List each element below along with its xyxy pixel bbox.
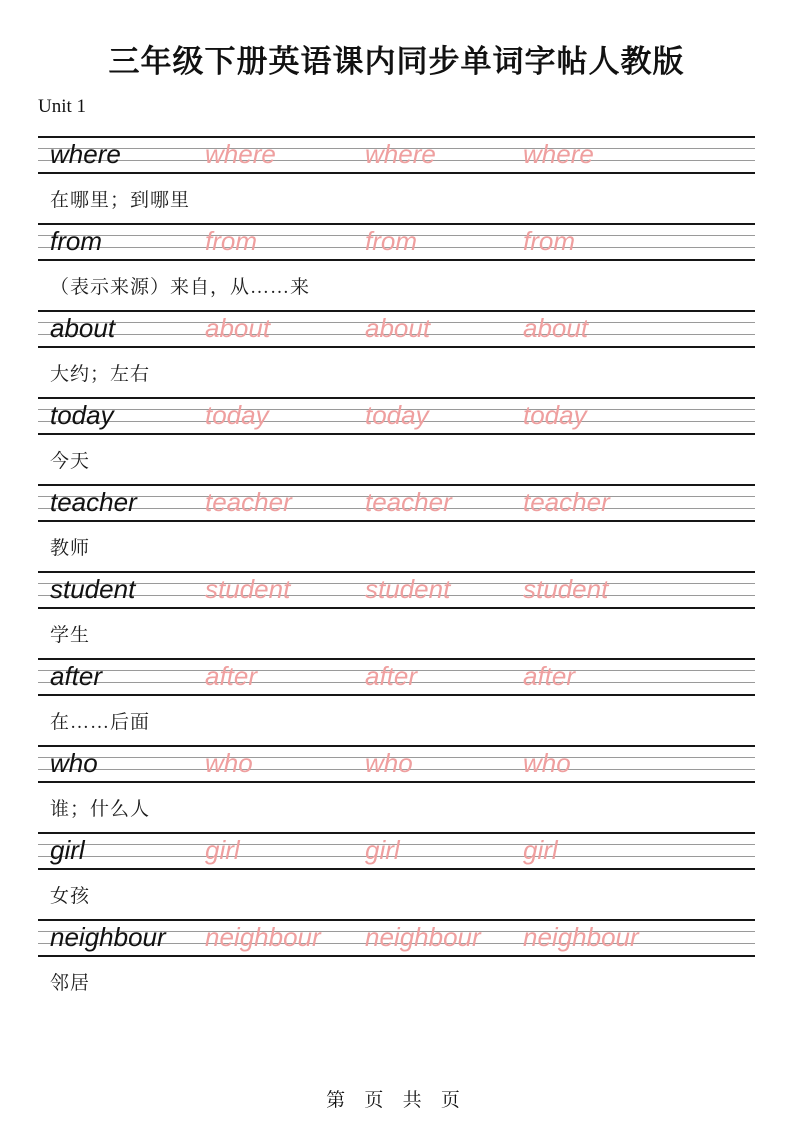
word-entry xyxy=(38,745,755,832)
trace-word: girl xyxy=(523,835,558,865)
word-entry xyxy=(38,832,755,919)
trace-word: student xyxy=(365,574,451,604)
word-meaning: 今天 xyxy=(50,451,91,472)
trace-word: after xyxy=(205,661,258,691)
trace-word: girl xyxy=(365,835,400,865)
trace-word: where xyxy=(523,139,594,169)
trace-word: student xyxy=(523,574,609,604)
writing-stave xyxy=(38,919,755,957)
trace-word: who xyxy=(523,748,571,778)
word-meaning: 教师 xyxy=(50,538,91,559)
page-title: 三年级下册英语课内同步单词字帖人教版 xyxy=(108,44,685,79)
word-entry xyxy=(38,484,755,571)
word-meaning: 邻居 xyxy=(50,973,91,994)
practice-word: girl xyxy=(50,835,85,865)
practice-word: where xyxy=(50,139,121,169)
trace-word: today xyxy=(205,400,269,430)
trace-word: after xyxy=(523,661,576,691)
writing-stave xyxy=(38,223,755,261)
trace-word: student xyxy=(205,574,291,604)
word-entry xyxy=(38,658,755,745)
unit-label: Unit 1 xyxy=(38,96,87,117)
trace-word: where xyxy=(365,139,436,169)
writing-stave xyxy=(38,397,755,435)
practice-word: student xyxy=(50,574,136,604)
trace-word: after xyxy=(365,661,418,691)
word-meaning: 学生 xyxy=(50,625,91,646)
trace-word: today xyxy=(365,400,429,430)
trace-word: neighbour xyxy=(365,922,481,952)
writing-stave xyxy=(38,658,755,696)
practice-word: from xyxy=(50,226,102,256)
trace-word: teacher xyxy=(365,487,452,517)
practice-word: neighbour xyxy=(50,922,166,952)
word-list xyxy=(38,136,755,1006)
trace-word: teacher xyxy=(205,487,292,517)
practice-word: teacher xyxy=(50,487,137,517)
word-entry xyxy=(38,310,755,397)
trace-word: from xyxy=(523,226,575,256)
trace-word: neighbour xyxy=(523,922,639,952)
writing-stave xyxy=(38,484,755,522)
word-entry xyxy=(38,397,755,484)
word-meaning: （表示来源）来自，从……来 xyxy=(50,277,311,298)
page-footer: 第 页 共 页 xyxy=(326,1090,467,1111)
trace-word: from xyxy=(365,226,417,256)
practice-word: today xyxy=(50,400,114,430)
word-entry xyxy=(38,223,755,310)
trace-word: about xyxy=(365,313,431,343)
word-entry xyxy=(38,136,755,223)
trace-word: girl xyxy=(205,835,240,865)
trace-word: neighbour xyxy=(205,922,321,952)
word-meaning: 在……后面 xyxy=(50,712,151,733)
word-meaning: 女孩 xyxy=(50,886,91,907)
writing-stave xyxy=(38,571,755,609)
practice-word: about xyxy=(50,313,116,343)
trace-word: about xyxy=(205,313,271,343)
word-entry xyxy=(38,919,755,1006)
trace-word: who xyxy=(365,748,413,778)
trace-word: about xyxy=(523,313,589,343)
word-meaning: 大约；左右 xyxy=(50,364,151,385)
trace-word: who xyxy=(205,748,253,778)
word-entry xyxy=(38,571,755,658)
word-meaning: 在哪里；到哪里 xyxy=(50,190,191,211)
trace-word: where xyxy=(205,139,276,169)
word-meaning: 谁；什么人 xyxy=(50,799,151,820)
writing-stave xyxy=(38,745,755,783)
writing-stave xyxy=(38,136,755,174)
writing-stave xyxy=(38,310,755,348)
writing-stave xyxy=(38,832,755,870)
practice-word: after xyxy=(50,661,103,691)
trace-word: from xyxy=(205,226,257,256)
practice-word: who xyxy=(50,748,98,778)
trace-word: teacher xyxy=(523,487,610,517)
trace-word: today xyxy=(523,400,587,430)
